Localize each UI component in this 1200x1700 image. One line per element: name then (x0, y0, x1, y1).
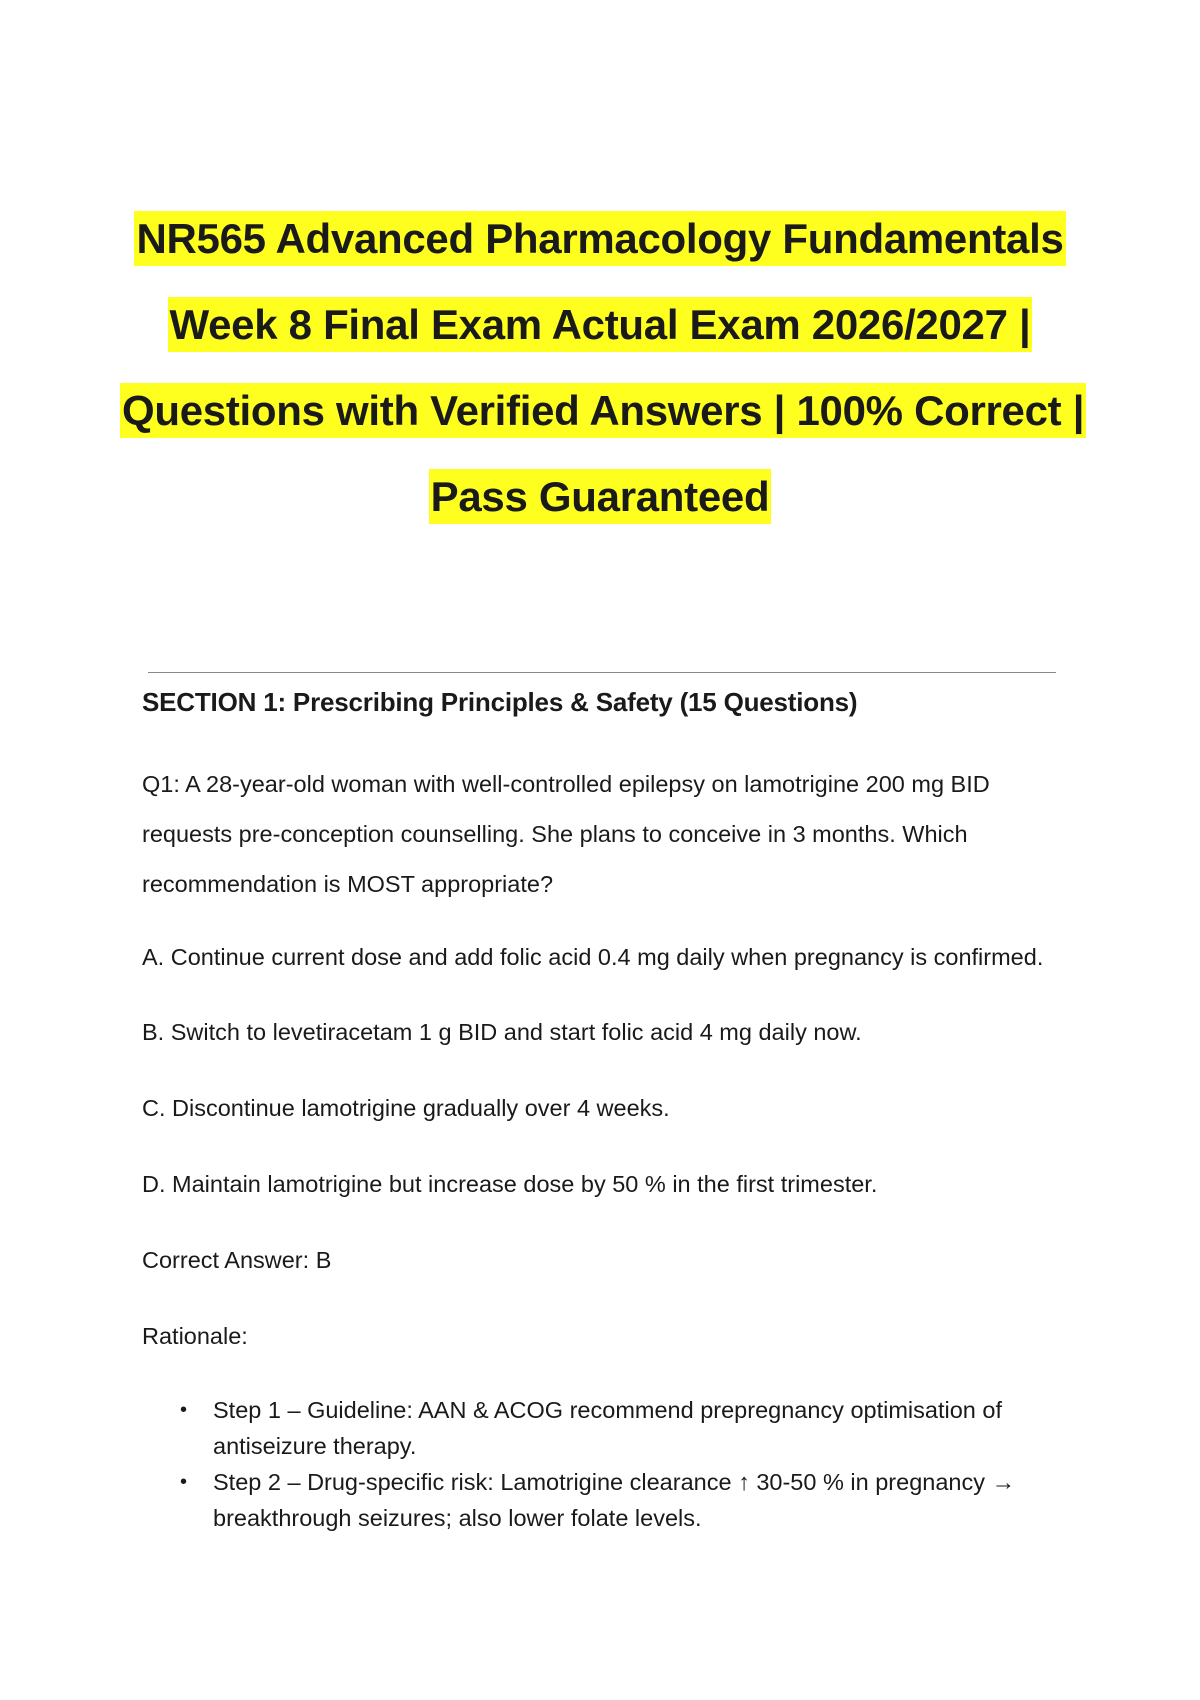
option-a: A. Continue current dose and add folic acid 0.4 mg daily when pregnancy is confirmed. (142, 944, 1044, 970)
title-line-4 (120, 454, 1080, 540)
option-b: B. Switch to levetiracetam 1 g BID and start folic acid 4 mg daily now. (142, 1019, 862, 1045)
section-divider (148, 672, 1056, 673)
title-line-3-text: Questions with Verified Answers | 100% Correct | (120, 383, 1086, 438)
question-stem: Q1: A 28-year-old woman with well-controlled epilepsy on lamotrigine 200 mg BID requests pre-conception counselling. She plans to conceive in 3 months. Which recommendation is MOST appropriate? (142, 771, 990, 897)
title-line-2-text: Week 8 Final Exam Actual Exam 2026/2027 | (168, 297, 1033, 352)
title-line-4-text: Pass Guaranteed (429, 469, 772, 524)
rationale-step-1-text: Step 1 – Guideline: AAN & ACOG recommend prepregnancy optimisation of antiseizure therapy. (213, 1397, 1002, 1459)
title-line-1 (120, 196, 1080, 282)
rationale-step-2 (178, 1464, 1058, 1536)
rationale-label: Rationale: (142, 1323, 248, 1349)
bullet-icon: • (180, 1399, 188, 1421)
option-d: D. Maintain lamotrigine but increase dose by 50 % in the first trimester. (142, 1171, 878, 1197)
title-line-2 (120, 282, 1080, 368)
title-line-3 (120, 368, 1085, 454)
document-title (120, 196, 1085, 540)
rationale-step-2-text: Step 2 – Drug-specific risk: Lamotrigine clearance ↑ 30-50 % in pregnancy → breakthrough seizures; also lower folate levels. (213, 1469, 1015, 1531)
title-line-1-text: NR565 Advanced Pharmacology Fundamentals (134, 211, 1065, 266)
section-heading: SECTION 1: Prescribing Principles & Safety (15 Questions) (142, 687, 858, 717)
rationale-step-1 (178, 1392, 1058, 1464)
option-c: C. Discontinue lamotrigine gradually over 4 weeks. (142, 1095, 670, 1121)
bullet-icon: • (180, 1471, 188, 1493)
rationale-steps-list (178, 1392, 1058, 1536)
correct-answer: Correct Answer: B (142, 1247, 332, 1273)
